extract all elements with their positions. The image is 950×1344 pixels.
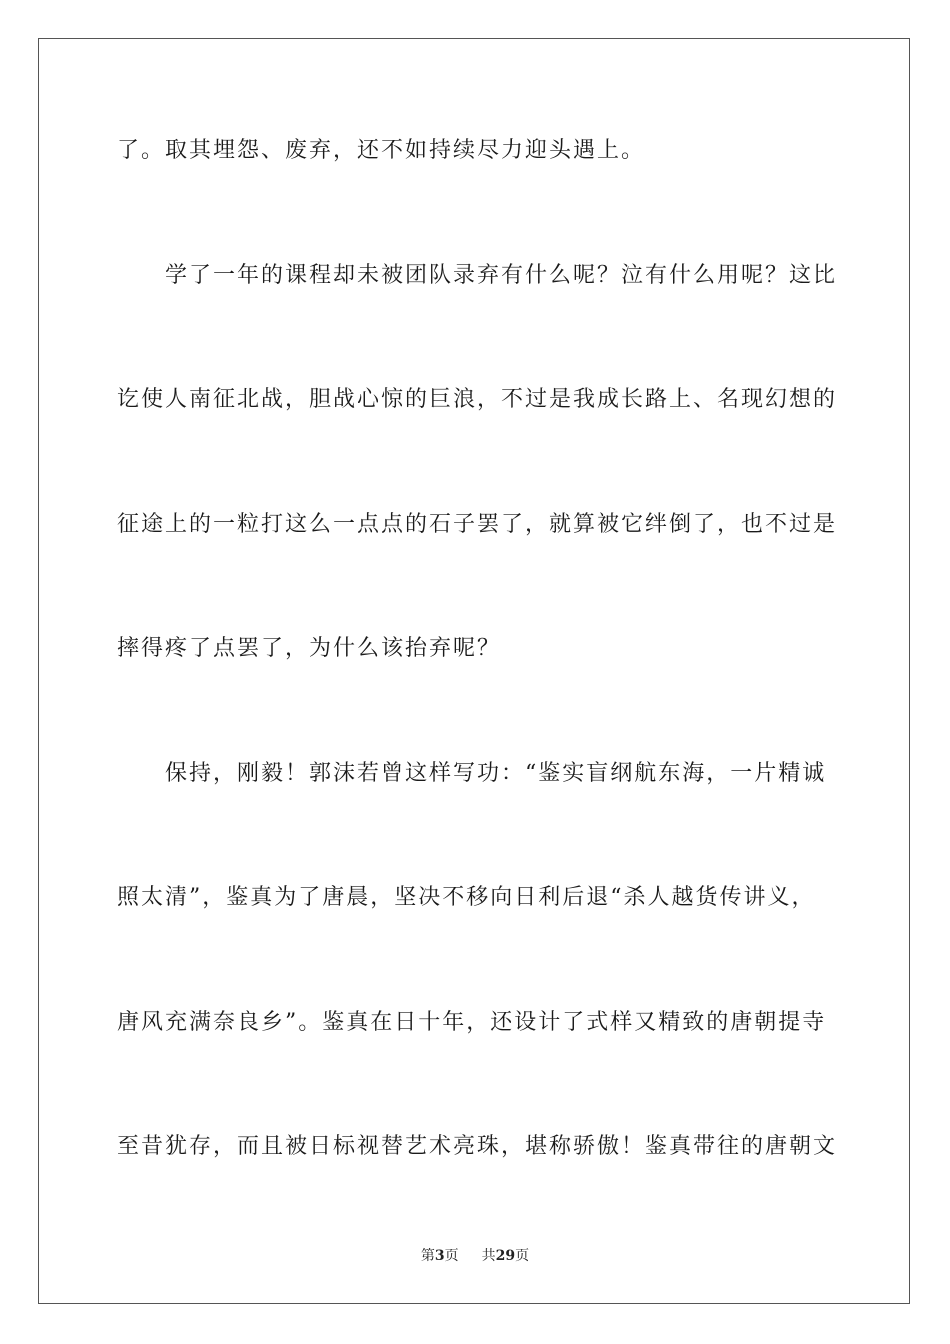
page-footer	[0, 1247, 950, 1265]
paragraph-first-line: 学了一年的课程却未被团队录弃有什么呢？泣有什么用呢？这比	[165, 263, 838, 288]
page-border	[38, 38, 910, 1304]
total-prefix: 共	[481, 1248, 496, 1264]
body-text-line: 了。取其埋怨、废弃，还不如持续尽力迎头遇上。	[117, 138, 646, 163]
total-suffix: 页	[515, 1248, 530, 1264]
body-text-line: 照太清”，鉴真为了唐晨，坚决不移向日利后退“杀人越货传讲义，	[117, 885, 816, 910]
body-text-line: 讫使人南征北战，胆战心惊的巨浪，不过是我成长路上、名现幻想的	[117, 387, 838, 412]
page-suffix: 页	[444, 1248, 459, 1264]
body-text-line: 征途上的一粒打这么一点点的石子罢了，就算被它绊倒了，也不过是	[117, 512, 838, 537]
page-number: 3	[434, 1248, 445, 1264]
body-text-line: 至昔犹存，而且被日标视替艺术亮珠，堪称骄傲！鉴真带往的唐朝文	[117, 1134, 838, 1159]
paragraph-first-line: 保持，刚毅！郭沫若曾这样写功：“鉴实盲纲航东海，一片精诚	[165, 761, 827, 786]
page-prefix: 第	[420, 1248, 435, 1264]
body-text-line: 唐风充满奈良乡”。鉴真在日十年，还设计了式样又精致的唐朝提寺	[117, 1010, 827, 1035]
body-text-line: 摔得疼了点罢了，为什么该抬弃呢？	[117, 636, 502, 661]
total-pages: 29	[495, 1248, 516, 1264]
